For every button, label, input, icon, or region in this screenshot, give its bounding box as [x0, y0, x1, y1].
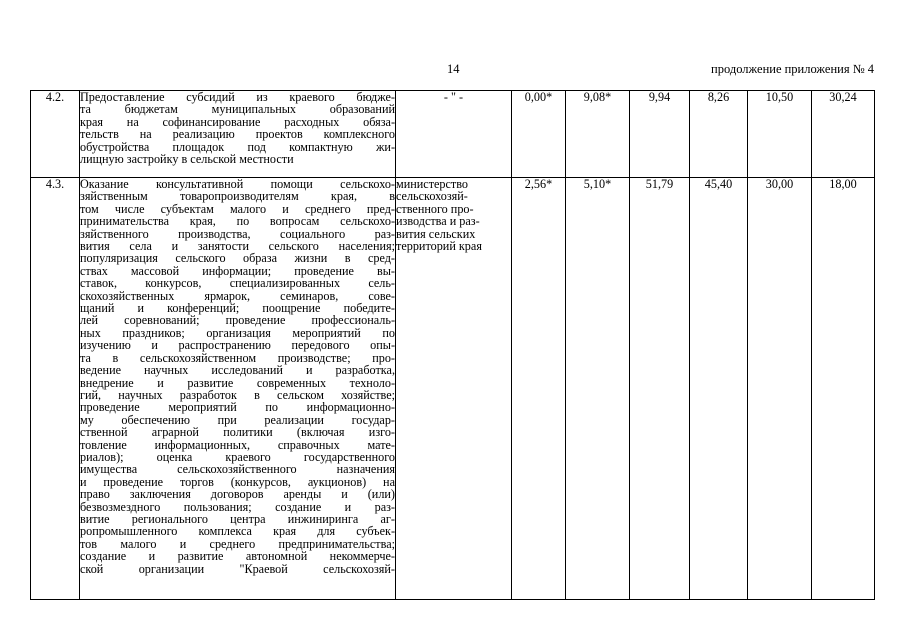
value-cell: 9,94: [630, 91, 690, 178]
value-cell: 10,50: [748, 91, 812, 178]
value-cell: 18,00: [812, 178, 875, 600]
description-line: щаний и конференций; поощрение победите-: [80, 301, 395, 316]
description-line: ропромышленного комплекса края для субъек-: [80, 524, 395, 539]
description-line: зяйственного производства, социального раз-: [80, 226, 395, 241]
description-line: том числе субъектам малого и среднего пред-: [80, 201, 395, 216]
table-row: [31, 178, 875, 600]
description-line: принимательства края, по вопросам сельскохо-: [80, 214, 395, 229]
executor-line: изводства и раз-: [396, 214, 480, 229]
executor-line: - " -: [443, 90, 464, 104]
description-line: зяйственным товаропроизводителям края, в: [80, 189, 395, 204]
description-line: ственной аграрной политики (включая изго-: [80, 425, 395, 440]
value-cell: 5,10*: [566, 178, 630, 600]
description-line: ствах массовой информации; проведение вы-: [80, 263, 395, 278]
description-line: и проведение торгов (конкурсов, аукционов) на: [80, 474, 395, 489]
description-line: Предоставление субсидий из краевого бюдже-: [80, 90, 395, 104]
description-line: та бюджетам муниципальных образований: [80, 102, 395, 117]
description-line: внедрение и развитие современных техноло-: [80, 375, 395, 390]
description-line: гий, научных разработок в сельском хозяйстве;: [80, 387, 395, 402]
description-line: Оказание консультативной помощи сельскохо-: [80, 177, 395, 191]
page-number: 14: [447, 62, 460, 76]
value-cell: 9,08*: [566, 91, 630, 178]
description-line: ных праздников; организация мероприятий по: [80, 325, 395, 340]
value-cell: 45,40: [690, 178, 748, 600]
description-line: ской организации "Краевой сельскохозяй-: [80, 561, 395, 576]
continuation-label: продолжение приложения № 4: [711, 62, 874, 76]
description-line: риалов); оценка краевого государственного: [80, 449, 395, 464]
value-cell: 30,24: [812, 91, 875, 178]
table-row: [31, 91, 875, 178]
description-line: му обеспечению при реализации государ-: [80, 412, 395, 427]
row-description: [80, 91, 396, 178]
description-line: тельств на реализацию проектов комплексного: [80, 127, 395, 142]
description-line: товление информационных, справочных мате-: [80, 437, 395, 452]
description-line: тов малого и среднего предпринимательства;: [80, 536, 395, 551]
executor-line: министерство: [396, 177, 469, 191]
row-number: 4.3.: [31, 178, 80, 600]
description-line: имущества сельскохозяйственного назначения: [80, 462, 395, 477]
value-cell: 0,00*: [512, 91, 566, 178]
executor-line: ственного про-: [396, 201, 474, 216]
description-line: создание и развитие автономной некоммерче-: [80, 549, 395, 564]
description-line: безвозмездного пользования; создание и раз-: [80, 499, 395, 514]
row-executor: [396, 178, 512, 600]
description-line: обустройства площадок под компактную жи-: [80, 139, 395, 154]
program-table: [30, 90, 875, 600]
row-number: 4.2.: [31, 91, 80, 178]
value-cell: 2,56*: [512, 178, 566, 600]
description-line: изучению и распространению передового опы-: [80, 338, 395, 353]
description-line: право заключения договоров аренды и (или): [80, 487, 395, 502]
value-cell: 51,79: [630, 178, 690, 600]
description-line: вития села и занятости сельского населения;: [80, 239, 395, 254]
row-description: [80, 178, 396, 600]
value-cell: 8,26: [690, 91, 748, 178]
description-line: проведение мероприятий по информационно-: [80, 400, 395, 415]
executor-line: территорий края: [396, 239, 482, 254]
value-cell: 30,00: [748, 178, 812, 600]
description-line: та в сельскохозяйственном производстве; про-: [80, 350, 395, 365]
description-line: витие регионального центра инжиниринга аг-: [80, 511, 395, 526]
description-line: лищную застройку в сельской местности: [80, 152, 294, 167]
description-line: края на софинансирование расходных обяза-: [80, 114, 395, 129]
executor-line: вития сельских: [396, 226, 476, 241]
description-line: ведение научных исследований и разработка,: [80, 363, 395, 378]
description-line: популяризация сельского образа жизни в сред-: [80, 251, 395, 266]
description-line: лей соревнований; проведение профессиональ-: [80, 313, 395, 328]
executor-line: сельскохозяй-: [396, 189, 468, 204]
description-line: ставок, конкурсов, специализированных сель-: [80, 276, 395, 291]
row-executor: [396, 91, 512, 178]
description-line: скохозяйственных ярмарок, семинаров, сове-: [80, 288, 395, 303]
